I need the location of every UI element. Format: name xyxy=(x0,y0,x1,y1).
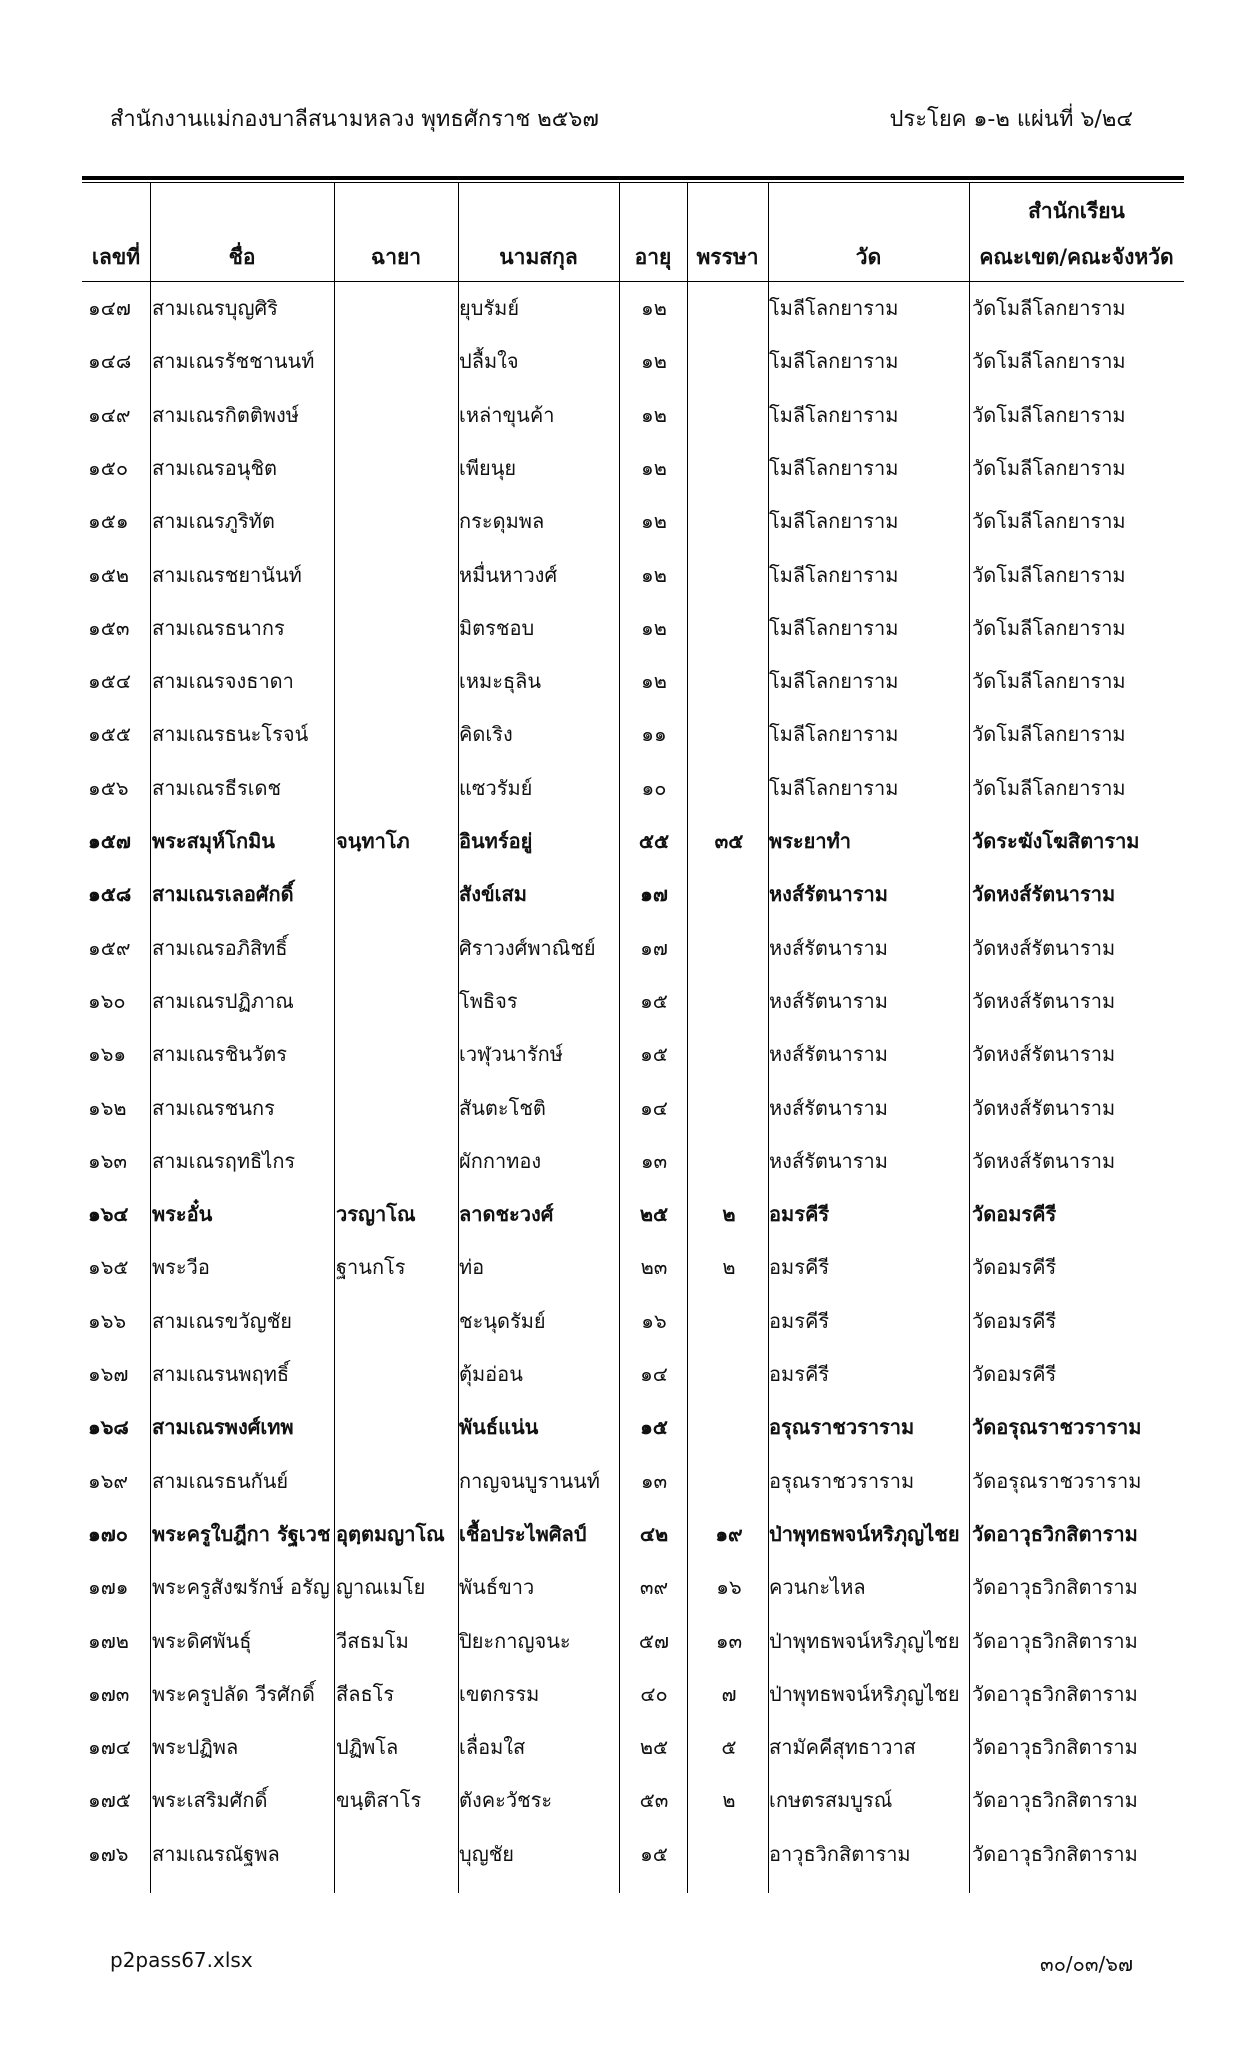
cell-name: สามเณรจงธาดา xyxy=(152,669,294,694)
cell-school: วัดอมรคีรี xyxy=(972,1255,1057,1280)
cell-name: สามเณรภูริทัต xyxy=(152,509,275,534)
cell-no: ๑๗๔ xyxy=(88,1735,131,1760)
table-row xyxy=(82,602,1184,655)
cell-wat: หงส์รัตนาราม xyxy=(769,1042,888,1067)
cell-name: พระปฏิพล xyxy=(152,1735,239,1760)
cell-pansa: ๒ xyxy=(722,1255,736,1280)
cell-title xyxy=(336,1135,460,1188)
cell-no: ๑๕๕ xyxy=(88,722,131,747)
cell-name: สามเณรนพฤทธิ์ xyxy=(152,1362,290,1386)
cell-age: ๓๙ xyxy=(639,1575,669,1600)
cell-wat: ควนกะไหล xyxy=(769,1575,866,1600)
cell-title: ฐานกโร xyxy=(336,1255,406,1280)
cell-pansa xyxy=(688,1028,770,1081)
table-row xyxy=(82,389,1184,442)
cell-no: ๑๕๗ xyxy=(88,829,131,853)
cell-no: ๑๕๔ xyxy=(88,669,131,694)
cell-surname: พันธ์แน่น xyxy=(459,1415,539,1440)
cell-pansa xyxy=(688,922,770,975)
cell-age: ๑๒ xyxy=(641,296,667,320)
cell-title xyxy=(336,1295,460,1348)
cell-title: อุตฺตมญาโณ xyxy=(336,1521,445,1546)
cell-name: สามเณรขวัญชัย xyxy=(152,1308,292,1333)
cell-no: ๑๔๘ xyxy=(88,349,132,374)
cell-age: ๑๒ xyxy=(641,615,667,640)
cell-age: ๑๕ xyxy=(640,1841,668,1866)
cell-no: ๑๕๖ xyxy=(88,775,129,800)
results-table xyxy=(82,183,1184,1893)
cell-wat: โมลีโลกยาราม xyxy=(769,296,899,320)
cell-pansa xyxy=(688,1401,770,1454)
table-row xyxy=(82,1082,1184,1135)
cell-no: ๑๕๓ xyxy=(88,615,130,640)
cell-school: วัดอาวุธวิกสิตาราม xyxy=(972,1575,1138,1600)
cell-name: สามเณรธีรเดช xyxy=(152,775,282,800)
cell-surname: ปลื้มใจ xyxy=(459,349,519,374)
col-header-no: เลขที่ xyxy=(91,245,141,269)
cell-wat: อมรคีรี xyxy=(769,1202,830,1227)
cell-surname: เหมะธุลิน xyxy=(459,669,542,694)
cell-no: ๑๖๑ xyxy=(88,1042,127,1067)
cell-age: ๑๗ xyxy=(640,935,668,960)
cell-surname: สันตะโชติ xyxy=(459,1095,546,1120)
cell-wat: หงส์รัตนาราม xyxy=(769,1095,888,1120)
cell-surname: ท่อ xyxy=(459,1255,485,1280)
cell-title xyxy=(336,549,460,602)
cell-wat: โมลีโลกยาราม xyxy=(769,722,899,747)
cell-no: ๑๖๓ xyxy=(88,1148,128,1173)
cell-pansa xyxy=(688,1828,770,1881)
cell-age: ๑๒ xyxy=(641,562,667,587)
cell-pansa xyxy=(688,282,770,335)
cell-wat: หงส์รัตนาราม xyxy=(769,882,888,907)
cell-surname: กระดุมพล xyxy=(459,509,545,534)
cell-school: วัดหงส์รัตนาราม xyxy=(972,1095,1116,1120)
cell-no: ๑๖๐ xyxy=(88,988,126,1013)
cell-age: ๕๗ xyxy=(638,1628,670,1653)
cell-name: สามเณรชนกร xyxy=(152,1095,275,1120)
cell-age: ๑๕ xyxy=(640,988,668,1013)
col-header-pansa: พรรษา xyxy=(696,245,759,269)
table-row xyxy=(82,1721,1184,1774)
cell-surname: เลื่อมใส xyxy=(459,1735,526,1760)
cell-surname: เพียนุย xyxy=(459,455,517,480)
cell-no: ๑๖๔ xyxy=(88,1202,129,1227)
cell-surname: เหล่าขุนค้า xyxy=(459,402,555,427)
cell-pansa xyxy=(688,549,770,602)
cell-pansa xyxy=(688,335,770,388)
cell-surname: เวฬุวนารักษ์ xyxy=(459,1042,563,1067)
cell-wat: อรุณราชวราราม xyxy=(769,1468,915,1493)
table-row xyxy=(82,1508,1184,1561)
cell-name: สามเณรบุญศิริ xyxy=(152,296,278,320)
table-row xyxy=(82,922,1184,975)
cell-surname: ตุ้มอ่อน xyxy=(459,1362,523,1386)
cell-title: สีลธโร xyxy=(336,1681,395,1706)
cell-title: วรญาโณ xyxy=(336,1202,416,1227)
cell-wat: โมลีโลกยาราม xyxy=(769,509,899,534)
footer-date: ๓๐/๐๓/๖๗ xyxy=(1040,1952,1133,1976)
table-row xyxy=(82,708,1184,761)
cell-school: วัดโมลีโลกยาราม xyxy=(972,669,1126,694)
cell-title xyxy=(336,495,460,548)
cell-school: วัดหงส์รัตนาราม xyxy=(972,988,1116,1013)
cell-surname: ลาดชะวงศ์ xyxy=(459,1202,554,1227)
cell-name: สามเณรชยานันท์ xyxy=(152,562,302,587)
cell-wat: อรุณราชวราราม xyxy=(769,1415,915,1440)
cell-surname: อินทร์อยู่ xyxy=(459,829,533,853)
cell-school: วัดอรุณราชวราราม xyxy=(972,1468,1142,1493)
table-row xyxy=(82,442,1184,495)
cell-age: ๒๓ xyxy=(640,1255,668,1280)
cell-wat: อาวุธวิกสิตาราม xyxy=(769,1841,911,1866)
table-row xyxy=(82,495,1184,548)
cell-pansa: ๗ xyxy=(721,1681,737,1706)
cell-name: สามเณรรัชชานนท์ xyxy=(152,349,315,374)
cell-age: ๑๔ xyxy=(640,1362,668,1386)
cell-no: ๑๔๙ xyxy=(88,402,131,427)
cell-no: ๑๗๒ xyxy=(88,1628,129,1653)
cell-no: ๑๗๑ xyxy=(88,1575,129,1600)
col-header-surname: นามสกุล xyxy=(499,245,578,269)
cell-title xyxy=(336,1828,460,1881)
cell-wat: โมลีโลกยาราม xyxy=(769,615,899,640)
table-row xyxy=(82,549,1184,602)
cell-name: พระอั๋น xyxy=(152,1202,213,1227)
table-row xyxy=(82,1401,1184,1454)
cell-title xyxy=(336,1401,460,1454)
table-row xyxy=(82,1241,1184,1294)
cell-school: วัดโมลีโลกยาราม xyxy=(972,722,1126,747)
cell-school: วัดหงส์รัตนาราม xyxy=(972,1148,1116,1173)
cell-surname: ชะนุดรัมย์ xyxy=(459,1308,546,1333)
cell-title xyxy=(336,922,460,975)
cell-age: ๑๗ xyxy=(640,882,668,907)
table-row xyxy=(82,1135,1184,1188)
cell-age: ๑๒ xyxy=(641,509,667,534)
cell-name: พระดิศพันธุ์ xyxy=(152,1628,252,1653)
table-row xyxy=(82,975,1184,1028)
cell-wat: หงส์รัตนาราม xyxy=(769,988,888,1013)
footer-filename: p2pass67.xlsx xyxy=(110,1948,253,1972)
cell-no: ๑๕๐ xyxy=(88,455,129,480)
cell-wat: หงส์รัตนาราม xyxy=(769,1148,888,1173)
cell-surname: บุญชัย xyxy=(459,1841,515,1866)
cell-age: ๒๕ xyxy=(639,1202,669,1227)
cell-no: ๑๗๐ xyxy=(88,1521,128,1546)
cell-surname: กาญจนบูรานนท์ xyxy=(459,1468,600,1493)
cell-pansa xyxy=(688,602,770,655)
cell-age: ๔๐ xyxy=(640,1681,668,1706)
cell-school: วัดโมลีโลกยาราม xyxy=(972,562,1126,587)
cell-surname: ศิราวงศ์พาณิชย์ xyxy=(459,935,596,960)
cell-title xyxy=(336,1082,460,1135)
cell-age: ๑๒ xyxy=(641,402,667,427)
cell-name: สามเณรธนกันย์ xyxy=(152,1468,289,1493)
cell-no: ๑๖๗ xyxy=(88,1362,129,1386)
col-header-school: สำนักเรียน xyxy=(1028,199,1125,223)
cell-no: ๑๖๒ xyxy=(88,1095,127,1120)
cell-age: ๑๔ xyxy=(640,1095,668,1120)
cell-pansa xyxy=(688,1455,770,1508)
cell-title: ขนฺติสาโร xyxy=(336,1788,422,1813)
cell-no: ๑๗๕ xyxy=(88,1788,131,1813)
cell-age: ๑๓ xyxy=(640,1468,668,1493)
cell-school: วัดโมลีโลกยาราม xyxy=(972,455,1126,480)
cell-name: สามเณรณัฐพล xyxy=(152,1841,280,1866)
cell-school: วัดโมลีโลกยาราม xyxy=(972,509,1126,534)
table-row xyxy=(82,1348,1184,1401)
cell-pansa: ๕ xyxy=(721,1735,737,1760)
cell-school: วัดอาวุธวิกสิตาราม xyxy=(972,1841,1138,1866)
cell-name: สามเณรอนุชิต xyxy=(152,455,277,480)
cell-age: ๑๒ xyxy=(641,349,667,374)
cell-wat: โมลีโลกยาราม xyxy=(769,669,899,694)
cell-title xyxy=(336,975,460,1028)
cell-surname: หมื่นหาวงศ์ xyxy=(459,562,558,587)
table-row xyxy=(82,1668,1184,1721)
cell-age: ๒๕ xyxy=(639,1735,669,1760)
cell-title xyxy=(336,442,460,495)
cell-age: ๔๒ xyxy=(639,1521,669,1546)
cell-pansa xyxy=(688,389,770,442)
cell-surname: ยุบรัมย์ xyxy=(459,296,520,320)
cell-age: ๑๕ xyxy=(640,1042,668,1067)
cell-school: วัดหงส์รัตนาราม xyxy=(972,882,1116,907)
cell-school: วัดอมรคีรี xyxy=(972,1362,1057,1386)
cell-age: ๑๑ xyxy=(641,722,667,747)
cell-pansa: ๒ xyxy=(722,1202,736,1227)
cell-no: ๑๖๖ xyxy=(88,1308,127,1333)
col-header-name: ชื่อ xyxy=(228,245,256,269)
cell-name: พระสมุห์โกมิน xyxy=(152,829,275,853)
cell-title xyxy=(336,655,460,708)
cell-title: ญาณเมโย xyxy=(336,1575,426,1600)
cell-age: ๑๖ xyxy=(641,1308,667,1333)
cell-pansa: ๓๕ xyxy=(714,829,744,853)
cell-school: วัดโมลีโลกยาราม xyxy=(972,296,1126,320)
cell-pansa xyxy=(688,762,770,815)
cell-surname: พันธ์ขาว xyxy=(459,1575,535,1600)
table-row xyxy=(82,1828,1184,1881)
cell-no: ๑๔๗ xyxy=(88,296,131,320)
cell-wat: โมลีโลกยาราม xyxy=(769,562,899,587)
table-row xyxy=(82,762,1184,815)
cell-surname: แซวรัมย์ xyxy=(459,775,533,800)
table-row xyxy=(82,815,1184,868)
cell-surname: ปิยะกาญจนะ xyxy=(459,1628,571,1653)
cell-school: วัดอาวุธวิกสิตาราม xyxy=(972,1735,1138,1760)
cell-wat: โมลีโลกยาราม xyxy=(769,402,899,427)
table-row xyxy=(82,1615,1184,1668)
cell-pansa xyxy=(688,1082,770,1135)
cell-title xyxy=(336,1028,460,1081)
cell-wat: โมลีโลกยาราม xyxy=(769,455,899,480)
cell-name: สามเณรปฏิภาณ xyxy=(152,988,294,1013)
cell-age: ๑๓ xyxy=(640,1148,668,1173)
cell-name: พระครูสังฆรักษ์ อรัญ xyxy=(152,1575,330,1600)
cell-age: ๑๐ xyxy=(641,775,667,800)
table-row xyxy=(82,1188,1184,1241)
cell-title xyxy=(336,868,460,921)
cell-no: ๑๗๖ xyxy=(88,1841,129,1866)
cell-name: พระเสริมศักดิ์ xyxy=(152,1788,268,1813)
cell-wat: เกษตรสมบูรณ์ xyxy=(769,1788,893,1813)
cell-name: สามเณรฤทธิไกร xyxy=(152,1148,296,1173)
cell-pansa: ๑๖ xyxy=(716,1575,742,1600)
cell-title xyxy=(336,708,460,761)
cell-school: วัดโมลีโลกยาราม xyxy=(972,349,1126,374)
cell-no: ๑๖๕ xyxy=(88,1255,129,1280)
cell-age: ๕๓ xyxy=(639,1788,669,1813)
table-row xyxy=(82,335,1184,388)
cell-name: สามเณรเลอศักดิ์ xyxy=(152,882,294,907)
cell-school: วัดอมรคีรี xyxy=(972,1308,1057,1333)
cell-wat: สามัคคีสุทธาวาส xyxy=(769,1735,916,1760)
cell-no: ๑๗๓ xyxy=(88,1681,130,1706)
cell-age: ๑๒ xyxy=(641,669,667,694)
table-row xyxy=(82,868,1184,921)
cell-no: ๑๕๘ xyxy=(88,882,132,907)
cell-surname: เชื้อประไพศิลป์ xyxy=(459,1521,587,1546)
cell-wat: ป่าพุทธพจน์หริภุญไชย xyxy=(769,1681,960,1706)
cell-school: วัดโมลีโลกยาราม xyxy=(972,775,1126,800)
cell-pansa xyxy=(688,1295,770,1348)
cell-title: วีสธมโม xyxy=(336,1628,409,1653)
cell-pansa xyxy=(688,975,770,1028)
cell-no: ๑๕๑ xyxy=(88,509,129,534)
cell-pansa xyxy=(688,1348,770,1401)
cell-school: วัดหงส์รัตนาราม xyxy=(972,935,1116,960)
cell-wat: อมรคีรี xyxy=(769,1255,830,1280)
table-row xyxy=(82,1028,1184,1081)
cell-name: พระครูปลัด วีรศักดิ์ xyxy=(152,1681,315,1706)
cell-wat: พระยาทำ xyxy=(769,829,852,853)
cell-pansa xyxy=(688,708,770,761)
cell-wat: หงส์รัตนาราม xyxy=(769,935,888,960)
cell-pansa xyxy=(688,495,770,548)
cell-title: จนฺทาโภ xyxy=(336,829,410,853)
cell-school: วัดอรุณราชวราราม xyxy=(972,1415,1142,1440)
cell-wat: โมลีโลกยาราม xyxy=(769,349,899,374)
table-row xyxy=(82,655,1184,708)
cell-wat: โมลีโลกยาราม xyxy=(769,775,899,800)
table-row xyxy=(82,1561,1184,1614)
cell-name: สามเณรชินวัตร xyxy=(152,1042,287,1067)
cell-wat: อมรคีรี xyxy=(769,1362,830,1386)
cell-title xyxy=(336,762,460,815)
cell-title: ปฏิพโล xyxy=(336,1735,399,1760)
header-sheet-info: ประโยค ๑-๒ แผ่นที่ ๖/๒๔ xyxy=(889,107,1133,132)
cell-school: วัดหงส์รัตนาราม xyxy=(972,1042,1116,1067)
cell-pansa: ๑๓ xyxy=(715,1628,743,1653)
cell-wat: อมรคีรี xyxy=(769,1308,830,1333)
cell-age: ๕๕ xyxy=(638,829,670,853)
col-header-age: อายุ xyxy=(634,245,672,269)
table-row xyxy=(82,1295,1184,1348)
table-row xyxy=(82,1774,1184,1827)
cell-title xyxy=(336,335,460,388)
col-header-wat: วัด xyxy=(855,245,882,269)
cell-surname: ตังคะวัชระ xyxy=(459,1788,553,1813)
cell-no: ๑๖๙ xyxy=(88,1468,129,1493)
cell-pansa xyxy=(688,442,770,495)
cell-pansa xyxy=(688,868,770,921)
cell-school: วัดโมลีโลกยาราม xyxy=(972,402,1126,427)
cell-name: สามเณรธนะโรจน์ xyxy=(152,722,309,747)
cell-school: วัดโมลีโลกยาราม xyxy=(972,615,1126,640)
cell-surname: โพธิจร xyxy=(459,988,518,1013)
cell-surname: คิดเริง xyxy=(459,722,513,747)
cell-wat: ป่าพุทธพจน์หริภุญไชย xyxy=(769,1521,960,1546)
table-row xyxy=(82,1455,1184,1508)
cell-name: พระวีอ xyxy=(152,1255,210,1280)
cell-school: วัดอมรคีรี xyxy=(972,1202,1057,1227)
cell-title xyxy=(336,282,460,335)
cell-surname: สังข์เสม xyxy=(459,882,527,907)
cell-name: พระครูใบฎีกา รัฐเวช xyxy=(152,1521,330,1546)
cell-pansa: ๑๙ xyxy=(715,1521,743,1546)
cell-title xyxy=(336,1455,460,1508)
cell-name: สามเณรธนากร xyxy=(152,615,285,640)
cell-no: ๑๕๙ xyxy=(88,935,131,960)
header-office: สำนักงานแม่กองบาลีสนามหลวง พุทธศักราช ๒๕๖๗ xyxy=(110,107,599,132)
table-top-rule xyxy=(82,176,1184,180)
table-row xyxy=(82,282,1184,335)
cell-pansa: ๒ xyxy=(722,1788,736,1813)
cell-name: สามเณรอภิสิทธิ์ xyxy=(152,935,288,960)
cell-title xyxy=(336,1348,460,1401)
cell-surname: มิตรชอบ xyxy=(459,615,535,640)
cell-school: วัดอาวุธวิกสิตาราม xyxy=(972,1521,1138,1546)
cell-age: ๑๒ xyxy=(641,455,667,480)
cell-pansa xyxy=(688,1135,770,1188)
cell-surname: ผักกาทอง xyxy=(459,1148,542,1173)
cell-no: ๑๖๘ xyxy=(88,1415,129,1440)
col-header-school-sub: คณะเขต/คณะจังหวัด xyxy=(979,245,1174,269)
cell-no: ๑๕๒ xyxy=(88,562,130,587)
cell-name: สามเณรพงศ์เทพ xyxy=(152,1415,294,1440)
cell-age: ๑๕ xyxy=(640,1415,668,1440)
cell-school: วัดอาวุธวิกสิตาราม xyxy=(972,1628,1138,1653)
cell-school: วัดอาวุธวิกสิตาราม xyxy=(972,1681,1138,1706)
cell-wat: ป่าพุทธพจน์หริภุญไชย xyxy=(769,1628,960,1653)
cell-school: วัดอาวุธวิกสิตาราม xyxy=(972,1788,1138,1813)
cell-title xyxy=(336,389,460,442)
col-header-title: ฉายา xyxy=(370,245,422,269)
cell-title xyxy=(336,602,460,655)
cell-school: วัดระฆังโฆสิตาราม xyxy=(972,829,1140,853)
cell-name: สามเณรกิตติพงษ์ xyxy=(152,402,299,427)
cell-surname: เขตกรรม xyxy=(459,1681,540,1706)
cell-pansa xyxy=(688,655,770,708)
